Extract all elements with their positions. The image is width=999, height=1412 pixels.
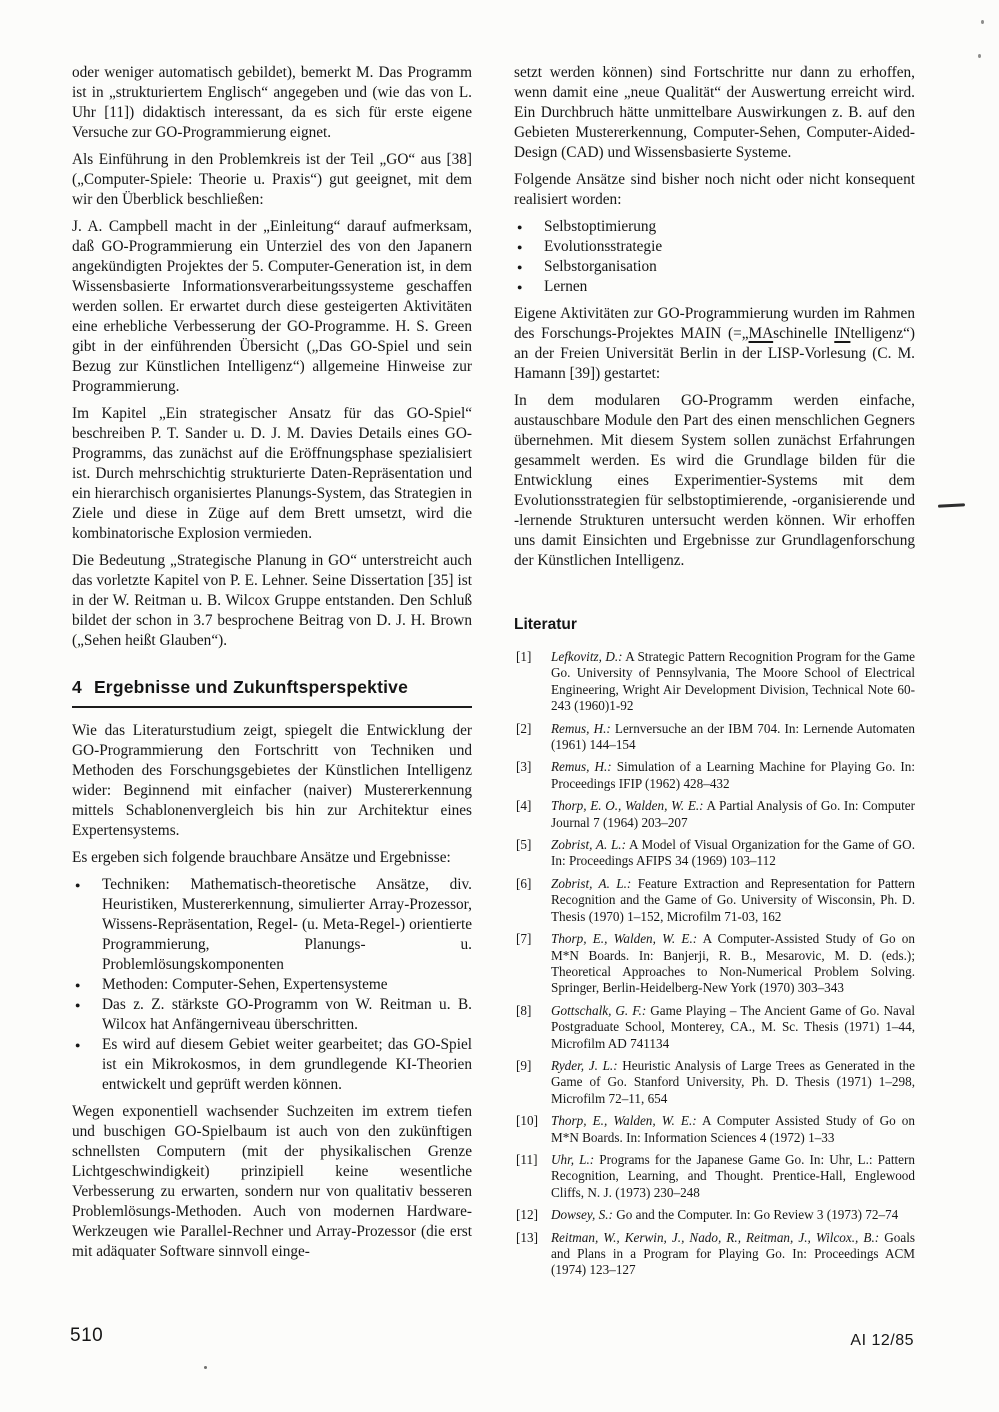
reference-item bbox=[514, 1003, 915, 1052]
page-number: 510 bbox=[70, 1325, 104, 1346]
literatur-heading: Literatur bbox=[514, 616, 577, 633]
bullet-icon: ● bbox=[75, 1000, 81, 1010]
paragraph: oder weniger automatisch gebildet), bemerkt M. Das Programm ist in „strukturiertem Englisch“ angegeben und (wie das von L. Uhr [11]) didaktisch interessant, da es sich für erste eigene Versuche zur GO-Programmierung eignet. bbox=[72, 64, 472, 141]
reference-text: Go and the Computer. In: Go Review 3 (1973) 72–74 bbox=[616, 1207, 899, 1223]
reference-number: [10] bbox=[516, 1113, 538, 1129]
text-segment: schinelle bbox=[773, 325, 835, 342]
bullet-text: Selbstoptimierung bbox=[544, 218, 657, 235]
reference-text: Game Playing – The Ancient Game of Go. Naval Postgraduate School, Monterey, CA., M. Sc. Thesis (1971) 1–44, Microfilm AD 741134 bbox=[551, 1002, 915, 1051]
list-item bbox=[514, 277, 915, 297]
paragraph: Im Kapitel „Ein strategischer Ansatz für das GO-Spiel“ beschreiben P. T. Sander u. D. J. M. Davies Details eines GO-Programms, das zunächst auf die Eröffnungsphase spezialisiert ist. Durch mehrschichtig strukturierte Daten-Repräsentation und ein hierarchisch organisiertes Planungs-System, das Strategien in Ziele und diese in Züge auf dem Brett umsetzt, wird die kombinatorische Explosion vermieden. bbox=[72, 405, 472, 542]
paragraph-main-project bbox=[514, 304, 915, 384]
reference-number: [11] bbox=[516, 1151, 538, 1167]
bullet-text: Lernen bbox=[544, 278, 588, 295]
reference-text: A Computer Assisted Study of Go on M*N Boards. In: Information Sciences 4 (1972) 1–33 bbox=[551, 1113, 915, 1145]
text-segment: Eigene Aktivitäten zur GO-Programmierung wurden im Rahmen des Forschungs-Projektes MAIN (=„ bbox=[514, 305, 915, 342]
underlined-text: IN bbox=[834, 325, 851, 342]
list-item bbox=[72, 1035, 472, 1095]
reference-text: A Strategic Pattern Recognition Program for the Game Go. University of Pennsylvania, The Moore School of Electrical Engineering, Wright Air Development Division, Technical Note 60-243 (1960)1-92 bbox=[551, 649, 916, 714]
reference-authors: Dowsey, S.: bbox=[551, 1207, 613, 1223]
reference-number: [5] bbox=[516, 837, 532, 853]
paragraph: Es ergeben sich folgende brauchbare Ansätze und Ergebnisse: bbox=[72, 849, 451, 866]
reference-number: [6] bbox=[516, 875, 532, 891]
bullet-icon: ● bbox=[75, 880, 81, 890]
reference-item bbox=[514, 1230, 915, 1279]
reference-text: A Model of Visual Organization for the Game of GO. In: Proceedings AFIPS 34 (1969) 103–112 bbox=[551, 837, 915, 869]
paragraph: Wegen exponentiell wachsender Suchzeiten im extrem tiefen und buschigen GO-Spielbaum ist auch von den zukünftigen schnellsten Computern (mit der physikalischen Grenze Lichtgeschwindigkeit) prinzipiell keine wesentliche Verbesserung zu erwarten, sondern nur von qualitativ besseren Problemlösungs-Methoden. Auch von modernen Hardware-Werkzeugen wie Parallel-Rechner und Array-Prozessor (die erst mit adäquater Software sinnvoll einge- bbox=[72, 1103, 472, 1260]
paragraph: Folgende Ansätze sind bisher noch nicht oder nicht konsequent realisiert worden: bbox=[514, 171, 915, 208]
list-item bbox=[72, 975, 472, 995]
reference-item bbox=[514, 1113, 915, 1146]
reference-authors: Thorp, E., Walden, W. E.: bbox=[551, 1113, 697, 1129]
reference-item bbox=[514, 798, 915, 831]
reference-list bbox=[514, 649, 915, 1279]
section-heading bbox=[72, 677, 472, 697]
bullet-text: Selbstorganisation bbox=[544, 258, 657, 275]
reference-authors: Zobrist, A. L.: bbox=[551, 875, 632, 891]
bullet-icon: ● bbox=[517, 262, 523, 272]
reference-number: [3] bbox=[516, 759, 532, 775]
reference-text: A Computer-Assisted Study of Go on M*N Boards. In: Banjerji, R. B., Mesarovic, M. D. (eds.); Theoretical Approaches to Non-Numerical Problem Solving. Springer, Berlin-Heidelberg-New York (1970) 303–343 bbox=[551, 931, 915, 996]
paragraph: J. A. Campbell macht in der „Einleitung“ darauf aufmerksam, daß GO-Programmierung ein Unterziel des von den Japanern angekündigten Projektes der 5. Computer-Generation ist, in dem Wissensbasierte Informationsverarbeitungssysteme geschaffen werden sollen. Er erwartet durch diese gesteigerten Aktivitäten eine erhebliche Verbesserung der GO-Programme. H. S. Green gibt in der einführenden Übersicht („Das GO-Spiel und sein Bezug zur Künstlichen Intelligenz“) allgemeine Hinweise zur Programmierung. bbox=[72, 218, 472, 395]
scan-speck bbox=[204, 1366, 207, 1369]
bullet-icon: ● bbox=[517, 242, 523, 252]
reference-authors: Zobrist, A. L.: bbox=[551, 837, 626, 853]
results-bullet-list bbox=[72, 875, 472, 1095]
handwritten-margin-dash bbox=[938, 503, 965, 507]
reference-number: [7] bbox=[516, 931, 532, 947]
list-item bbox=[72, 995, 472, 1035]
scan-speck bbox=[981, 20, 984, 24]
bullet-text: Techniken: Mathematisch-theoretische Ansätze, div. Heuristiken, Mustererkennung, simulierter Array-Prozessor, Wissens-Repräsentation, Regel- (u. Meta-Regel-) orientierte Programmierung, Planungs- u. Problemlösungskomponenten bbox=[102, 876, 472, 973]
reference-authors: Thorp, E., Walden, W. E.: bbox=[551, 931, 698, 947]
reference-text: Programs for the Japanese Game Go. In: Uhr, L.: Pattern Recognition, Learning, and Thought. Prentice-Hall, Englewood Cliffs, N. J. (1973) 230–248 bbox=[551, 1151, 916, 1200]
reference-number: [8] bbox=[516, 1002, 532, 1018]
bullet-text: Das z. Z. stärkste GO-Programm von W. Reitman u. B. Wilcox hat Anfängerniveau überschritten. bbox=[102, 996, 472, 1033]
reference-item bbox=[514, 721, 915, 754]
section-title: Ergebnisse und Zukunftsperspektive bbox=[93, 677, 409, 697]
bullet-text: Es wird auf diesem Gebiet weiter gearbeitet; das GO-Spiel ist ein Mikrokosmos, in dem grundlegende KI-Theorien entwickelt und geprüft werden können. bbox=[102, 1036, 472, 1093]
reference-item bbox=[514, 931, 915, 997]
reference-text: Heuristic Analysis of Large Trees as Generated in the Game of Go. Stanford University, Ph. D. Thesis (1971) 1–298, Microfilm 72–11, 654 bbox=[551, 1057, 915, 1106]
reference-authors: Lefkovitz, D.: bbox=[551, 649, 623, 664]
reference-number: [2] bbox=[516, 720, 532, 736]
list-item bbox=[514, 217, 915, 237]
reference-text: A Partial Analysis of Go. In: Computer Journal 7 (1964) 203–207 bbox=[551, 798, 915, 830]
reference-authors: Remus, H.: bbox=[551, 759, 612, 775]
reference-number: [1] bbox=[516, 649, 532, 664]
reference-number: [13] bbox=[516, 1229, 538, 1245]
reference-text: Lernversuche an der IBM 704. In: Lernende Automaten (1961) 144–154 bbox=[551, 720, 915, 753]
reference-item bbox=[514, 1207, 915, 1223]
list-item bbox=[514, 257, 915, 277]
reference-item bbox=[514, 837, 915, 870]
reference-authors: Uhr, L.: bbox=[551, 1151, 595, 1167]
section-number: 4 bbox=[72, 677, 82, 697]
journal-issue-label: AI 12/85 bbox=[850, 1332, 914, 1349]
bullet-text: Evolutionsstrategie bbox=[544, 238, 663, 255]
scan-speck bbox=[978, 54, 981, 58]
list-item bbox=[514, 237, 915, 257]
reference-text: Simulation of a Learning Machine for Playing Go. In: Proceedings IFIP (1962) 428–432 bbox=[551, 759, 915, 791]
paragraph: Wie das Literaturstudium zeigt, spiegelt die Entwicklung der GO-Programmierung den Fortschritt von Techniken und Methoden des Forschungsgebietes der Künstlichen Intelligenz wider: Beginnend mit einfacher (naiver) Mustererkennung mittels Schablonenvergleich bis hin zur Architektur eines Expertensystems. bbox=[72, 722, 472, 839]
bullet-icon: ● bbox=[517, 222, 523, 232]
reference-number: [4] bbox=[516, 798, 532, 814]
bullet-icon: ● bbox=[517, 282, 523, 292]
left-column bbox=[72, 63, 472, 1262]
approaches-bullet-list bbox=[514, 217, 915, 297]
reference-item bbox=[514, 759, 915, 792]
text-segment: telligenz“) an der Freien Universität Berlin in der LISP-Vorlesung (C. M. Hamann [39]) gestartet: bbox=[514, 325, 915, 382]
paragraph: Als Einführung in den Problemkreis ist der Teil „GO“ aus [38] („Computer-Spiele: Theorie u. Praxis“) gut geeignet, mit dem wir den Überblick beschließen: bbox=[72, 151, 472, 208]
reference-number: [12] bbox=[516, 1207, 538, 1223]
reference-authors: Reitman, W., Kerwin, J., Nado, R., Reitman, J., Wilcox., B.: bbox=[551, 1229, 880, 1245]
reference-authors: Remus, H.: bbox=[551, 720, 611, 736]
right-column bbox=[514, 63, 915, 1285]
reference-number: [9] bbox=[516, 1057, 532, 1073]
reference-authors: Thorp, E. O., Walden, W. E.: bbox=[551, 798, 704, 814]
bullet-icon: ● bbox=[75, 1040, 81, 1050]
paragraph: Die Bedeutung „Strategische Planung in GO“ unterstreicht auch das vorletzte Kapitel von P. E. Lehner. Seine Dissertation [35] ist in der W. Reitman u. B. Wilcox Gruppe entstanden. Den Schluß bildet der schon in 3.7 besprochene Beitrag von D. J. H. Brown („Sehen heißt Glauben“). bbox=[72, 552, 472, 649]
bullet-icon: ● bbox=[75, 980, 81, 990]
underlined-text: MA bbox=[748, 325, 774, 342]
paragraph: setzt werden können) sind Fortschritte nur dann zu erhoffen, wenn damit eine „neue Qualität“ der Auswertung erreicht wird. Ein Durchbruch hätte unmittelbare Auswirkungen z. B. auf den Gebieten Mustererkennung, Computer-Sehen, Computer-Aided-Design (CAD) und Wissensbasierte Systeme. bbox=[514, 64, 915, 161]
paragraph: In dem modularen GO-Programm werden einfache, austauschbare Module den Part des einen menschlichen Gegners übernehmen. Mit diesem System sollen zunächst Erfahrungen gesammelt werden. Es wird die Grundlage bilden für die Entwicklung eines Experimentier-Systems mit dem Evolutionsstrategien für selbstoptimierende, -organisierende und -lernende Strukturen untersucht werden können. Wir erhoffen uns damit Einsichten und Ergebnisse zur Grundlagenforschung der Künstlichen Intelligenz. bbox=[514, 392, 915, 569]
reference-text: Feature Extraction and Representation for Pattern Recognition and the Game of Go. University of Wisconsin, Ph. D. Thesis (1970) 1–152, Microfilm 71-03, 162 bbox=[551, 875, 915, 924]
reference-item bbox=[514, 1058, 915, 1107]
reference-authors: Ryder, J. L.: bbox=[551, 1057, 618, 1073]
reference-item bbox=[514, 1152, 915, 1201]
reference-item bbox=[514, 649, 915, 715]
list-item bbox=[72, 875, 472, 975]
heading-rule bbox=[72, 706, 472, 708]
bullet-text: Methoden: Computer-Sehen, Expertensysteme bbox=[102, 976, 388, 993]
reference-text: Goals and Plans in a Program for Playing Go. In: Proceedings ACM (1974) 123–127 bbox=[551, 1229, 915, 1278]
reference-authors: Gottschalk, G. F.: bbox=[551, 1002, 647, 1018]
reference-item bbox=[514, 876, 915, 925]
